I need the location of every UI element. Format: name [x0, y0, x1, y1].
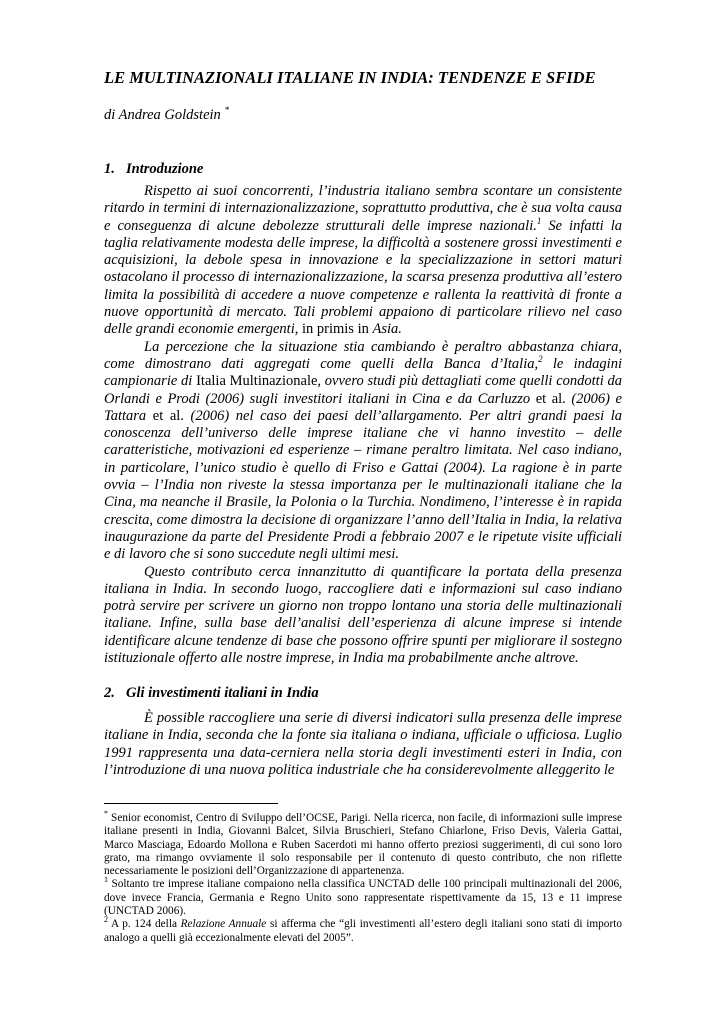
paragraph-2-text-b: le indagini campionarie di [104, 355, 622, 390]
paragraph-1-text-b: Se infatti la taglia relativamente modesta delle imprese, la difficoltà a sostenere grossi investimenti e acquisizioni, la debole spesa in innovazione e la specializzazione in settori maturi ostacolano il processo di internazionalizzazione, la scarsa presenza produttiva all’estero limita la possibilità di accedere a nuove competenze e rallenta la reattività di fronte a nuove opportunità di mercato. Tali problemi appaiono di particolare rilievo nel caso delle grandi economie emergenti, [104, 217, 622, 338]
footnote-star-mark: * [104, 809, 108, 819]
footnote-ref-1: 1 [536, 215, 542, 226]
section-2-title: Gli investimenti italiani in India [126, 685, 319, 701]
footnote-1 [104, 875, 622, 918]
footnote-ref-2: 2 [538, 354, 543, 365]
paragraph-2-al-2: al. [169, 407, 184, 424]
footnote-2-mark: 2 [104, 915, 108, 925]
paragraph-1-text-a: Rispetto ai suoi concorrenti, l’industria italiano sembra scontare un consistente ritardo in termini di internazionalizzazione, soprattutto produttiva, che è sua volta causa e conseguenza di alcune debolezze strutturali delle imprese nazionali. [104, 183, 622, 234]
section-1-body [104, 183, 622, 667]
footnote-star [104, 809, 622, 878]
paragraph-2 [104, 339, 622, 564]
footnotes [104, 809, 622, 945]
section-1-number: 1. [104, 161, 115, 177]
paragraph-2-text-d: , ovvero studi più dettagliati come quelli condotti da Orlandi e Prodi (2006) sugli investitori italiani in Cina e da Carluzzo [104, 373, 622, 407]
section-1-heading [104, 161, 203, 178]
footnote-2-relazione-annuale: Relazione Annuale [180, 918, 267, 931]
author-footnote-mark: * [224, 105, 229, 116]
footnote-2-text-c: si afferma che “gli investimenti all’estero degli italiani sono stati di importo analogo a quelli già eccezionalmente elevati del 2005”. [104, 918, 622, 944]
paragraph-2-text-a: La percezione che la situazione stia cambiando è peraltro abbastanza chiara, come dimostrano dati aggregati come quelli della Banca d’Italia, [104, 338, 622, 372]
paragraph-2-text-h: (2006) e Tattara [104, 390, 622, 424]
paragraph-2-al-1: al. [551, 390, 566, 407]
footnote-2-text-a: A p. 124 della [108, 918, 181, 931]
footnote-1-text: Soltanto tre imprese italiane compaiono nella classifica UNCTAD delle 100 principali multinazionali del 2006, dove invece Francia, Germania e Regno Unito sono rappresentate rispettivamente da 15, 13 e 11 imprese (UNCTAD 2006). [104, 878, 622, 918]
section-2-body [104, 710, 622, 779]
section-2-heading [104, 685, 319, 702]
author-name: di Andrea Goldstein [104, 107, 221, 123]
section-2-number: 2. [104, 685, 115, 701]
paragraph-1 [104, 183, 622, 339]
paragraph-2-text-l: (2006) nel caso dei paesi dell’allargamento. Per altri grandi paesi la conoscenza dell’universo delle imprese italiane che vi hanno investito – delle caratteristiche, motivazioni ed esperienze – rimane peraltro limitata. Nel caso indiano, in particolare, l’unico studio è quello di Friso e Gattai (2004). La ragione è in parte ovvia – l’India non riveste la stessa importanza per le multinazionali italiane che la Cina, ma neanche il Brasile, la Polonia o la Turchia. Nondimeno, l’interesse è in rapida crescita, come dimostra la decisione di organizzare l’anno dell’Italia in India, la relativa inaugurazione da parte del Presidente Prodi a febbraio 2007 e le ripetute visite ufficiali e di lavoro che si sono succedute negli ultimi mesi. [104, 407, 622, 563]
section-1-title: Introduzione [126, 161, 204, 177]
document-title: LE MULTINAZIONALI ITALIANE IN INDIA: TENDENZE E SFIDE [104, 68, 596, 87]
paragraph-2-et-1: et [535, 390, 547, 407]
paragraph-1-in-primis: in primis [301, 321, 354, 338]
paragraph-1-asia: Asia. [372, 321, 402, 338]
footnote-2 [104, 915, 622, 945]
paragraph-1-in: in [353, 321, 373, 338]
footnote-separator [104, 803, 278, 804]
paragraph-2-italia-multinazionale: Italia Multinazionale [196, 373, 318, 390]
paragraph-2-et-2: et [152, 407, 164, 424]
paragraph-4: È possible raccogliere una serie di diversi indicatori sulla presenza delle imprese italiane in India, seconda che la fonte sia italiana o indiana, ufficiale o ufficiosa. Luglio 1991 rappresenta una data-cerniera nella storia degli investimenti esteri in India, con l’introduzione di una nuova politica industriale che ha considerevolmente alleggerito le [104, 710, 622, 778]
paragraph-3: Questo contributo cerca innanzitutto di quantificare la portata della presenza italiana in India. In secondo luogo, raccogliere dati e informazioni sul caso indiano potrà servire per scrivere un giorno non troppo lontano una storia delle multinazionali italiane. Infine, sulla base dell’analisi dell’esperienza di alcune imprese si intende identificare alcune tendenze di base che possono offrire spunti per migliorare il sostegno istituzionale offerto alle nostre imprese, in India ma probabilmente anche altrove. [104, 563, 622, 667]
paragraph-2-space-2 [163, 408, 170, 424]
footnote-star-text: Senior economist, Centro di Sviluppo dell’OCSE, Parigi. Nella ricerca, non facile, di informazioni sulle imprese italiane presenti in India, Giovanni Balcet, Silvia Bruschieri, Stefano Chiarlone, Friso Devis, Valeria Gattai, Marco Masciaga, Edoardo Mollona e Ruben Sacerdoti mi hanno offerto preziosi suggerimenti, di cui sono loro grato, ma rimango ovviamente il solo responsabile per il contenuto di questo contributo, che non riflette necessariamente le posizioni dell’Organizzazione di appartenenza. [104, 812, 622, 878]
footnote-1-mark: 1 [104, 875, 108, 885]
author-line [104, 107, 229, 124]
